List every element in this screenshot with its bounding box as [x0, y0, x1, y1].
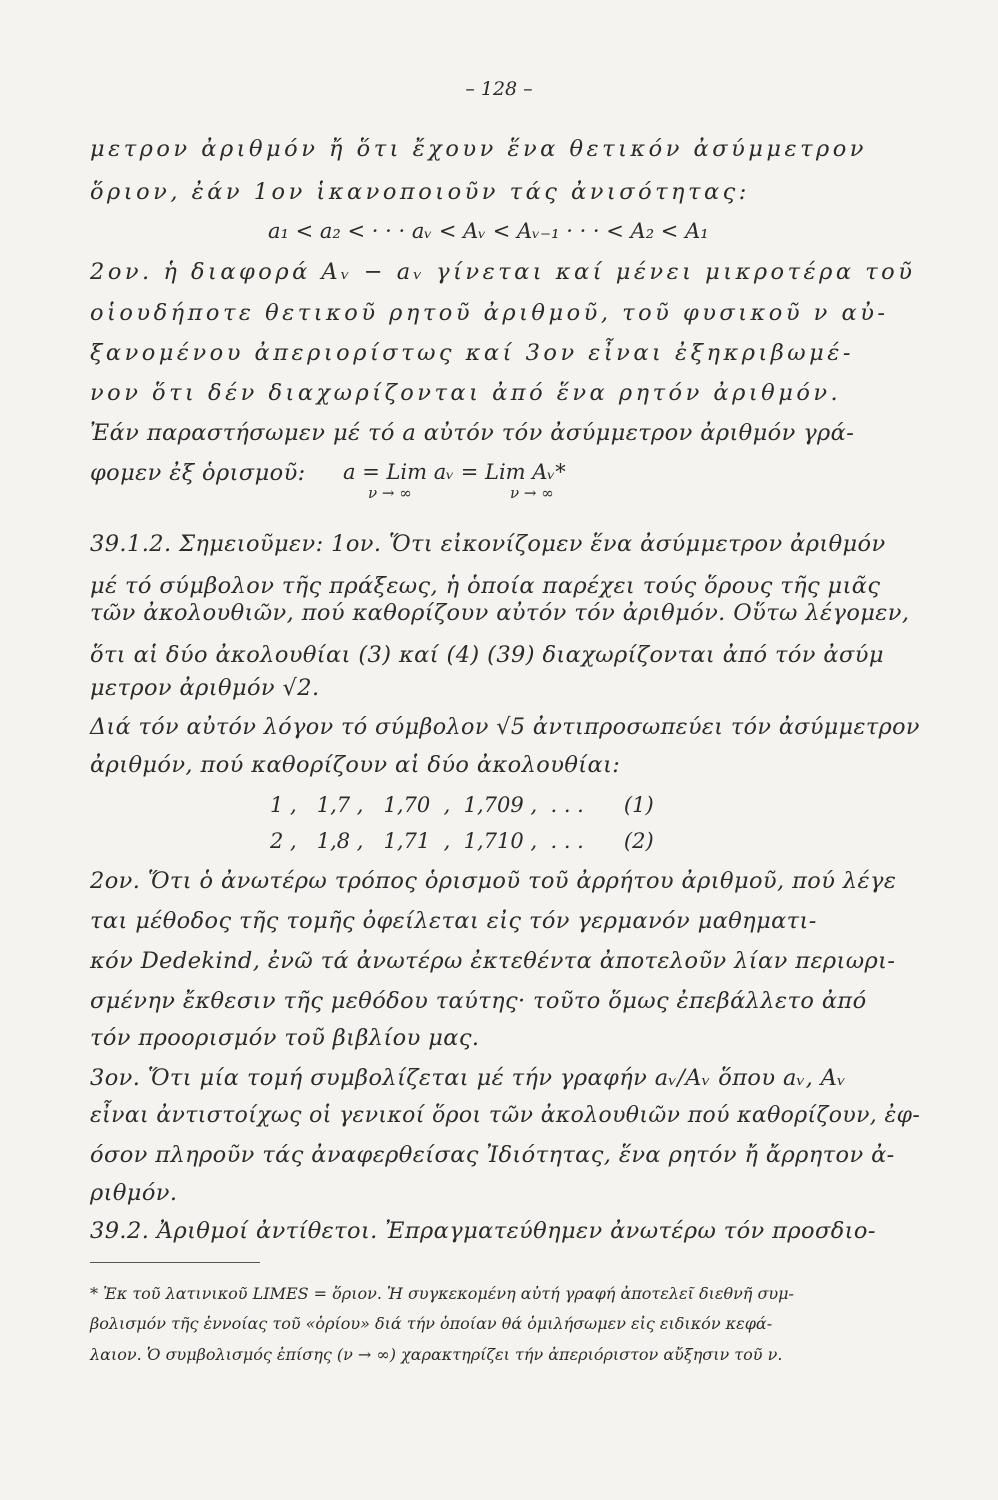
text-line: εἶναι ἀντιστοίχως οἱ γενικοί ὅροι τῶν ἀκολουθιῶν πού καθορίζουν, ἐφ-: [90, 1102, 921, 1128]
text-line: όσον πληροῦν τάς ἀναφερθείσας Ἰδιότητας, ἕνα ρητόν ἤ ἄρρητον ἀ-: [90, 1142, 895, 1168]
text-line: σμένην ἔκθεσιν τῆς μεθόδου ταύτης· τοῦτο ὅμως ἐπεβάλλετο ἀπό: [90, 988, 867, 1014]
limit-subscript-2: ν → ∞: [510, 484, 554, 502]
text-line: 39.1.2. Σημειοῦμεν: 1ον. Ὅτι εἰκονίζομεν ἕνα ἀσύμμετρον ἀριθμόν: [90, 531, 886, 557]
text-line: κόν Dedekind, ἐνῶ τά ἀνωτέρω ἐκτεθέντα ἀποτελοῦν λίαν περιωρι-: [90, 948, 896, 974]
text-line: ξανομένου ἀπεριορίστως καί 3ον εἶναι ἐξηκριβωμέ-: [90, 340, 854, 366]
text-line: ὅτι αἱ δύο ἀκολουθίαι (3) καί (4) (39) διαχωρίζονται ἀπό τόν ἀσύμ: [90, 642, 884, 668]
text-line: ἀριθμόν, πού καθορίζουν αἱ δύο ἀκολουθίαι:: [90, 752, 621, 778]
text-line: Ἐάν παραστήσωμεν μέ τό a αὐτόν τόν ἀσύμμετρον ἀριθμόν γρά-: [90, 420, 855, 446]
text-line: Διά τόν αὐτόν λόγον τό σύμβολον √5 ἀντιπροσωπεύει τόν ἀσύμμετρον: [90, 714, 920, 740]
limit-definition: a = Lim aᵥ = Lim Aᵥ*: [343, 460, 566, 484]
text-line: νον ὅτι δέν διαχωρίζονται ἀπό ἕνα ρητόν ἀριθμόν.: [90, 380, 842, 406]
text-line: ται μέθοδος τῆς τομῆς ὀφείλεται εἰς τόν γερμανόν μαθηματι-: [90, 908, 817, 934]
text-line: μετρον ἀριθμόν √2.: [90, 675, 320, 701]
text-line: τῶν ἀκολουθιῶν, πού καθορίζουν αὐτόν τόν ἀριθμόν. Οὕτω λέγομεν,: [90, 600, 910, 626]
inequality-formula: a₁ < a₂ < · · · aᵥ < Aᵥ < Aᵥ₋₁ · · · < A₂ < A₁: [268, 219, 709, 243]
text-line: τόν προορισμόν τοῦ βιβλίου μας.: [90, 1025, 480, 1051]
page-number: – 128 –: [465, 78, 533, 100]
text-line: μέ τό σύμβολον τῆς πράξεως, ἡ ὁποία παρέχει τούς ὅρους τῆς μιᾶς: [90, 573, 881, 599]
text-line: οἱουδήποτε θετικοῦ ρητοῦ ἀριθμοῦ, τοῦ φυσικοῦ ν αὐ-: [90, 300, 889, 326]
sequence-1: 1 , 1,7 , 1,70 , 1,709 , . . . (1): [270, 793, 654, 817]
text-line: ριθμόν.: [90, 1180, 178, 1206]
footnote-line: λαιον. Ὁ συμβολισμός ἐπίσης (ν → ∞) χαρακτηρίζει τήν ἀπεριόριστον αὔξησιν τοῦ ν.: [90, 1345, 783, 1364]
text-line: 2ον. ἡ διαφορά Aᵥ − aᵥ γίνεται καί μένει μικροτέρα τοῦ: [90, 259, 916, 285]
sequence-2: 2 , 1,8 , 1,71 , 1,710 , . . . (2): [270, 829, 654, 853]
limit-subscript-1: ν → ∞: [368, 484, 412, 502]
text-line: 2ον. Ὅτι ὁ ἀνωτέρω τρόπος ὁρισμοῦ τοῦ ἀρρήτου ἀριθμοῦ, πού λέγε: [90, 868, 897, 894]
footnote-line: βολισμόν τῆς ἐννοίας τοῦ «ὁρίου» διά τήν ὁποίαν θά ὁμιλήσωμεν εἰς ειδικόν κεφά-: [90, 1314, 773, 1333]
text-line: 3ον. Ὅτι μία τομή συμβολίζεται μέ τήν γραφήν aᵥ/Aᵥ ὅπου aᵥ, Aᵥ: [90, 1065, 847, 1091]
definition-prefix: φομεν ἐξ ὁρισμοῦ:: [90, 460, 306, 486]
footnote-divider: [90, 1262, 260, 1263]
section-heading-39-2: 39.2. Ἀριθμοί ἀντίθετοι. Ἐπραγματεύθημεν ἀνωτέρω τόν προσδιο-: [90, 1218, 876, 1244]
footnote-line: * Ἐκ τοῦ λατινικοῦ LIMES = ὅριον. Ἡ συγκεκομένη αὐτή γραφή ἀποτελεῖ διεθνῆ συμ-: [90, 1284, 794, 1303]
text-line: ὅριον, ἐάν 1ον ἱκανοποιοῦν τάς ἀνισότητας:: [90, 179, 750, 205]
text-line: μετρον ἀριθμόν ἤ ὅτι ἔχουν ἕνα θετικόν ἀσύμμετρον: [90, 136, 867, 162]
